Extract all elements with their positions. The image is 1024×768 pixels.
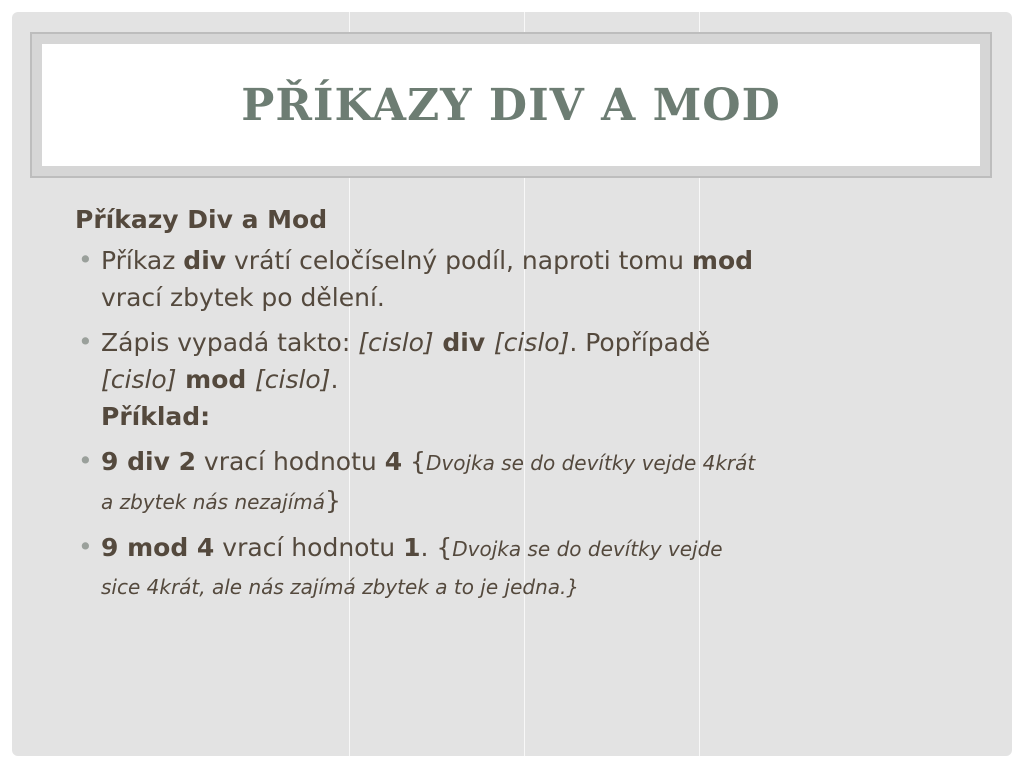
- bullet-dot-icon: •: [78, 446, 93, 475]
- content-heading: Příkazy Div a Mod: [75, 205, 328, 234]
- bullet-item: [75, 324, 955, 435]
- comment-text: sice 4krát, ale nás zajímá zbytek a to je jedna.}: [101, 575, 580, 599]
- bullet-dot-icon: •: [78, 245, 93, 274]
- bullet-line: vrací zbytek po dělení.: [101, 283, 385, 312]
- bullet-line: [101, 529, 955, 568]
- content-area: [75, 202, 955, 614]
- bullet-line: [101, 443, 955, 482]
- bullet-dot-icon: •: [78, 532, 93, 561]
- comment-text: Dvojka se do devítky vejde 4krát: [425, 451, 756, 475]
- bullet-dot-icon: •: [78, 327, 93, 356]
- text: . Popřípadě: [569, 328, 711, 357]
- text: {: [402, 447, 426, 476]
- example-label: Příklad:: [101, 402, 211, 431]
- placeholder-cislo: [cislo]: [255, 365, 331, 394]
- placeholder-cislo: [cislo]: [493, 328, 570, 357]
- text: vrací hodnotu: [195, 447, 385, 476]
- bullet-line: [101, 361, 955, 398]
- keyword-mod: mod: [176, 365, 255, 394]
- bullet-line: [101, 324, 955, 361]
- text: }: [325, 486, 341, 515]
- keyword-mod: mod: [691, 246, 754, 275]
- expression: 9 mod 4: [101, 533, 215, 562]
- comment-text: a zbytek nás nezajímá: [101, 490, 326, 514]
- keyword-div: div: [433, 328, 494, 357]
- text: . {: [420, 533, 453, 562]
- bullet-item: [75, 443, 955, 521]
- placeholder-cislo: [cislo]: [101, 365, 177, 394]
- result-value: 1: [403, 533, 421, 562]
- expression: 9 div 2: [101, 447, 196, 476]
- text: vrátí celočíselný podíl, naproti tomu: [226, 246, 692, 275]
- comment-text: Dvojka se do devítky vejde: [452, 537, 723, 561]
- bullet-item: [75, 242, 955, 316]
- bullet-line: [101, 482, 955, 521]
- bullet-list: [75, 242, 955, 606]
- bullet-line: [101, 242, 955, 279]
- text: Příkaz: [101, 246, 184, 275]
- slide-title: PŘÍKAZY DIV A MOD: [241, 79, 781, 131]
- keyword-div: div: [183, 246, 227, 275]
- slide: [12, 12, 1012, 756]
- text: vrací hodnotu: [214, 533, 404, 562]
- bullet-item: [75, 529, 955, 606]
- title-box: [42, 44, 980, 166]
- title-frame: [30, 32, 992, 178]
- text: .: [330, 365, 339, 394]
- placeholder-cislo: [cislo]: [358, 328, 434, 357]
- result-value: 4: [384, 447, 403, 476]
- text: Zápis vypadá takto:: [101, 328, 359, 357]
